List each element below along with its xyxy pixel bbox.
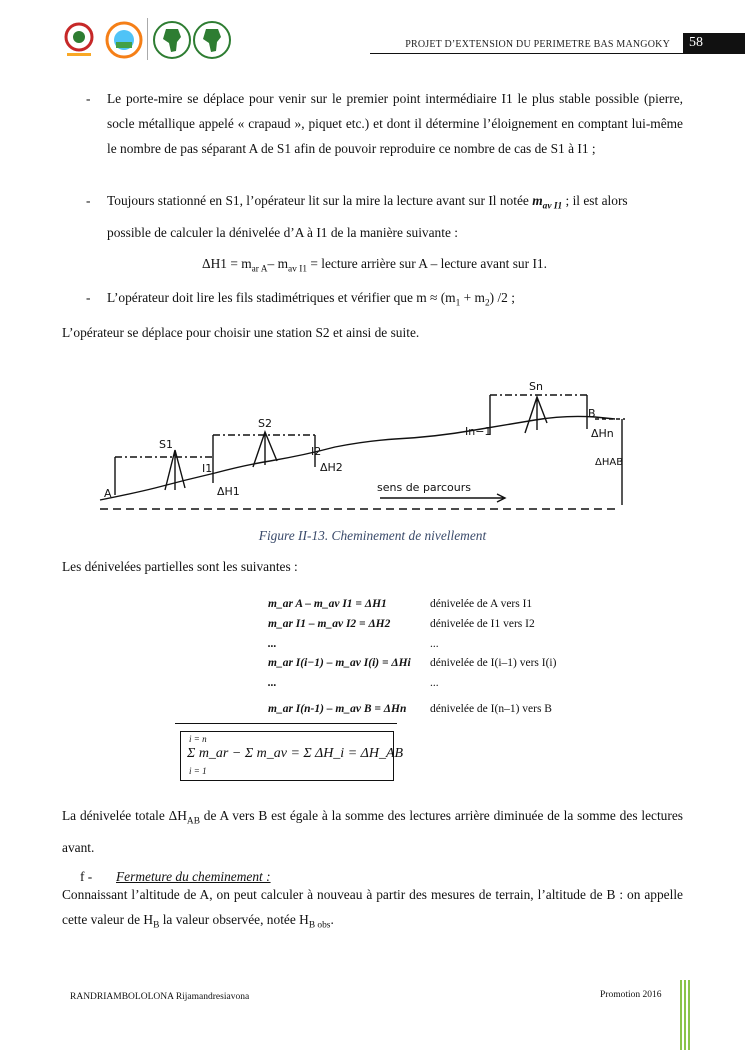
sum-formula: Σ m_ar − Σ m_av = Σ ΔH_i = ΔH_AB [187,746,404,761]
label-dHn: ΔHn [591,427,614,440]
label-dH1: ΔH1 [217,485,240,498]
paragraph-total [62,803,683,860]
levelling-diagram [95,375,635,515]
equation-2: m_ar I1 – m_av I2 = ΔH2 [268,618,391,630]
bullet-2-line2: possible de calculer la dénivelée d’A à I1 de la manière suivante : [107,224,458,240]
formula-rhs: = lecture arrière sur A – lecture avant sur I1. [307,256,547,271]
formula-mid: – m [267,256,288,271]
paragraph-operator: L’opérateur se déplace pour choisir une station S2 et ainsi de suite. [62,325,420,340]
header-title: PROJET D’EXTENSION DU PERIMETRE BAS MANGOKY [405,39,670,50]
sum-rule [175,723,397,724]
section-marker: f - [80,869,93,884]
equation-n-desc: dénivelée de I(n–1) vers B [430,703,552,715]
bullet-2-after: ; il est alors [562,193,628,208]
footer-decor-line [680,980,682,1050]
africa-logo-1 [152,20,192,60]
equation-i: m_ar I(i−1) – m_av I(i) = ΔHi [268,657,411,669]
bullet-3-sub2: 2 [484,298,490,309]
label-I1: I1 [202,462,213,475]
label-A: A [104,487,112,500]
formula-sub1: ar A [251,264,268,275]
paragraph-total-b: de A vers B est égale à la somme des lectures arrière diminuée de la somme des lectures avant. [62,808,683,855]
equation-n: m_ar I(n-1) – m_av B = ΔHn [268,703,407,715]
footer-author: RANDRIAMBOLOLONA Rijamandresiavona [70,992,250,1002]
bullet-2 [107,188,683,245]
formula-sub2: av I1 [288,264,308,275]
bullet-2-sub: av I1 [542,201,563,212]
paragraph-partial: Les dénivelées partielles sont les suivantes : [62,559,298,574]
label-In-1: In−1 [465,425,492,438]
bullet-3-sub1: 1 [455,298,461,309]
equation-ellipsis-2-desc: ... [430,677,439,689]
equation-ellipsis-1-desc: ... [430,638,439,650]
label-S1: S1 [159,438,173,451]
label-dH2: ΔH2 [320,461,343,474]
bullet-marker: - [86,290,91,305]
equation-i-desc: dénivelée de I(i–1) vers I(i) [430,657,557,669]
equation-1-desc: dénivelée de A vers I1 [430,598,533,610]
label-S2: S2 [258,417,272,430]
paragraph-closure-sub1: B [153,920,160,931]
bullet-marker: - [86,91,91,106]
equation-1: m_ar A – m_av I1 = ΔH1 [268,598,387,610]
sum-limit-bottom: i = 1 [189,766,207,776]
equation-ellipsis-1: ... [268,638,277,650]
figure-caption: Figure II-13. Cheminement de nivellement [258,528,487,543]
logo-divider [147,18,148,60]
paragraph-total-sub: AB [186,816,200,827]
sum-formula-box [180,731,404,781]
header-rule [370,53,745,54]
bullet-3-end: ) /2 ; [489,290,515,305]
bullet-2-text: Toujours stationné en S1, l’opérateur lit sur la mire la lecture avant sur Il notée [107,193,533,208]
bullet-marker: - [86,193,91,208]
school-logo [104,20,144,60]
bullet-3-text: L’opérateur doit lire les fils stadimétriques et vérifier que m ≈ (m [107,290,456,305]
africa-logo-2 [192,20,232,60]
page-number: 58 [683,33,745,53]
bullet-3 [107,285,683,317]
label-I2: I2 [311,445,322,458]
footer-decor-line [684,980,686,1050]
label-B: B [588,407,596,420]
sum-limit-top: i = n [189,734,207,744]
paragraph-closure-b: la valeur observée, notée H [159,912,309,927]
label-Sn: Sn [529,380,543,393]
footer-decor-line [688,980,690,1050]
paragraph-closure-sub2: B obs [308,920,331,931]
paragraph-closure-c: . [330,912,334,927]
section-title: Fermeture du cheminement : [116,869,271,884]
paragraph-closure-a: Connaissant l’altitude de A, on peut calculer à nouveau à partir des mesures de terrain, l’altitude de B : on appelle cette valeur de H [62,887,683,927]
label-sens: sens de parcours [377,481,471,494]
university-logo [62,20,97,60]
bullet-3-plus: + m [460,290,485,305]
bullet-1: Le porte-mire se déplace pour venir sur le premier point intermédiaire I1 le plus stable possible (pierre, socle métallique appelé « crapaud », piquet etc.) et dont il détermine l’éloignement en comptant lui-même le nombre de pas séparant A de S1 afin de pouvoir reproduire ce nombre de cas de S1 à I1 ; [107,91,683,156]
label-dHAB: ΔHAB [595,457,624,468]
formula-lhs: ΔH1 = m [202,256,252,271]
paragraph-closure [62,882,683,939]
equation-2-desc: dénivelée de I1 vers I2 [430,618,535,630]
footer-promotion: Promotion 2016 [600,990,662,1000]
paragraph-total-a: La dénivelée totale ΔH [62,808,187,823]
equation-ellipsis-2: ... [268,677,277,689]
formula-delta-h1 [202,256,547,275]
bullet-2-m: m [532,193,543,208]
